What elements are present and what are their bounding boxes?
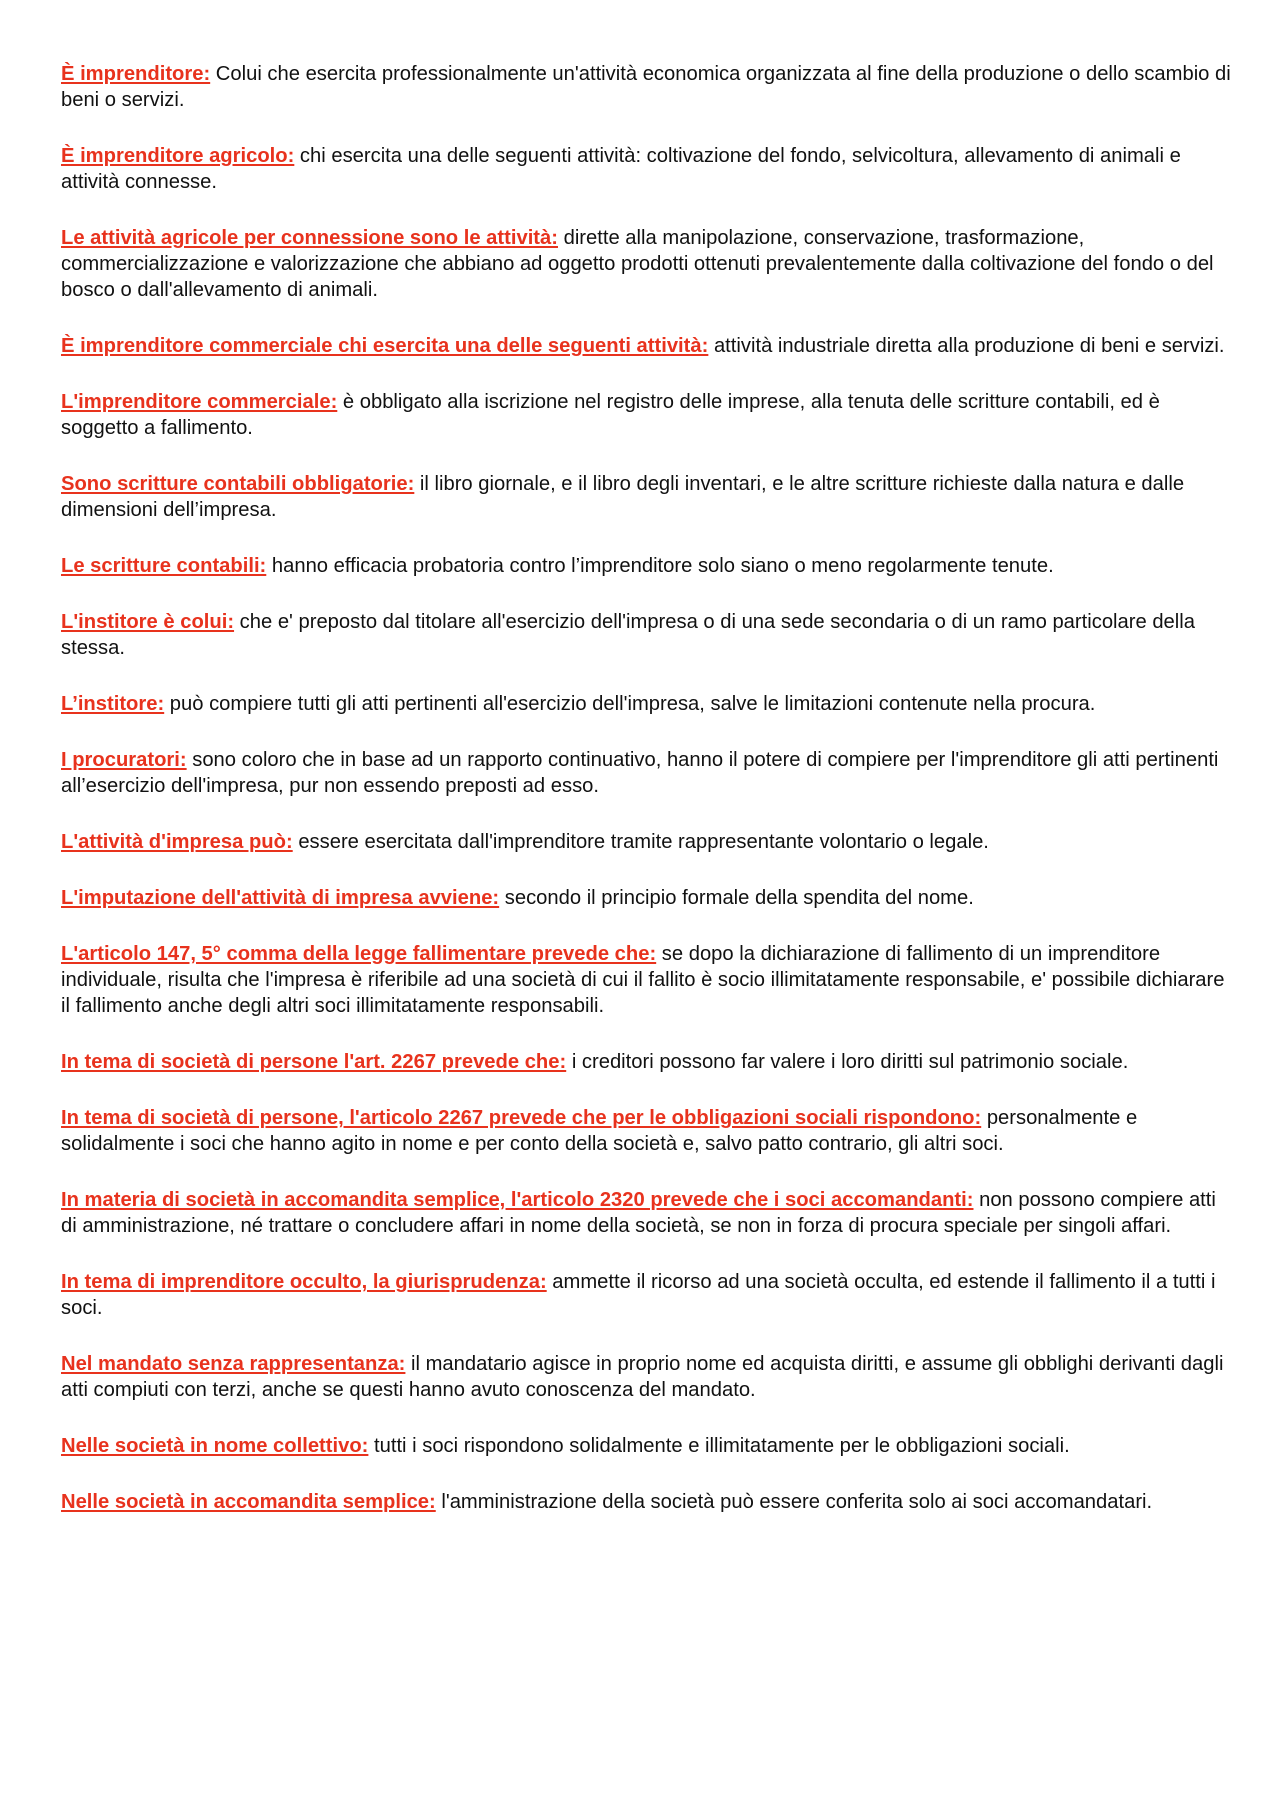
- definition: sono coloro che in base ad un rapporto continuativo, hanno il potere di compiere per l'imprenditore gli atti pertinenti all’esercizio dell'impresa, pur non essendo preposti ad esso.: [61, 749, 1219, 797]
- term: In tema di società di persone, l'articolo 2267 prevede che per le obbligazioni sociali rispondono:: [61, 1107, 982, 1129]
- definition: tutti i soci rispondono solidalmente e illimitatamente per le obbligazioni sociali.: [374, 1435, 1070, 1457]
- entry-imprenditore: [61, 61, 1231, 113]
- definition: è obbligato alla iscrizione nel registro delle imprese, alla tenuta delle scritture contabili, ed è soggetto a fallimento.: [61, 391, 1160, 439]
- definition: può compiere tutti gli atti pertinenti all'esercizio dell'impresa, salve le limitazioni contenute nella procura.: [169, 693, 1096, 715]
- entry-imprenditore-occulto: [61, 1269, 1231, 1321]
- entry-articolo-147: [61, 941, 1231, 1019]
- entry-procuratori: [61, 747, 1231, 799]
- entry-art-2267-obbligazioni: [61, 1105, 1231, 1157]
- term: Nelle società in accomandita semplice:: [61, 1491, 436, 1513]
- term: È imprenditore agricolo:: [61, 145, 295, 167]
- entry-scritture-contabili: [61, 553, 1231, 579]
- definition: secondo il principio formale della spendita del nome.: [504, 887, 974, 909]
- definition: attività industriale diretta alla produzione di beni e servizi.: [713, 335, 1225, 357]
- term: Le scritture contabili:: [61, 555, 267, 577]
- definition: i creditori possono far valere i loro diritti sul patrimonio sociale.: [571, 1051, 1129, 1073]
- entry-imputazione: [61, 885, 1231, 911]
- term: L'articolo 147, 5° comma della legge fallimentare prevede che:: [61, 943, 657, 965]
- term: Sono scritture contabili obbligatorie:: [61, 473, 415, 495]
- entry-institore: [61, 691, 1231, 717]
- entry-imprenditore-commerciale-attivita: [61, 333, 1231, 359]
- term: L'attività d'impresa può:: [61, 831, 293, 853]
- term: L'imputazione dell'attività di impresa avviene:: [61, 887, 500, 909]
- term: Le attività agricole per connessione sono le attività:: [61, 227, 558, 249]
- definition: il mandatario agisce in proprio nome ed acquista diritti, e assume gli obblighi derivanti dagli atti compiuti con terzi, anche se questi hanno avuto conoscenza del mandato.: [61, 1353, 1224, 1401]
- definition: non possono compiere atti di amministrazione, né trattare o concludere affari in nome della società, se non in forza di procura speciale per singoli affari.: [61, 1189, 1216, 1237]
- entry-scritture-obbligatorie: [61, 471, 1231, 523]
- definition: hanno efficacia probatoria contro l’imprenditore solo siano o meno regolarmente tenute.: [271, 555, 1054, 577]
- definition: ammette il ricorso ad una società occulta, ed estende il fallimento il a tutti i soci.: [61, 1271, 1216, 1319]
- term: L'institore è colui:: [61, 611, 235, 633]
- definition: l'amministrazione della società può essere conferita solo ai soci accomandatari.: [441, 1491, 1153, 1513]
- term: L'imprenditore commerciale:: [61, 391, 338, 413]
- entry-attivita-impresa: [61, 829, 1231, 855]
- definition: personalmente e solidalmente i soci che hanno agito in nome e per conto della società e, salvo patto contrario, gli altri soci.: [61, 1107, 1138, 1155]
- term: Nelle società in nome collettivo:: [61, 1435, 369, 1457]
- entry-accomandita-semplice: [61, 1489, 1231, 1515]
- definition: il libro giornale, e il libro degli inventari, e le altre scritture richieste dalla natura e dalle dimensioni dell’impresa.: [61, 473, 1185, 521]
- entry-art-2320: [61, 1187, 1231, 1239]
- definition: Colui che esercita professionalmente un'attività economica organizzata al fine della produzione o dello scambio di beni o servizi.: [61, 63, 1231, 111]
- entry-institore-colui: [61, 609, 1231, 661]
- entry-imprenditore-agricolo: [61, 143, 1231, 195]
- definition: essere esercitata dall'imprenditore tramite rappresentante volontario o legale.: [298, 831, 989, 853]
- term: I procuratori:: [61, 749, 187, 771]
- document-page: [61, 61, 1231, 1545]
- definition: dirette alla manipolazione, conservazione, trasformazione, commercializzazione e valorizzazione che abbiano ad oggetto prodotti ottenuti prevalentemente dalla coltivazione del fondo o del bosco o dall'allevamento di animali.: [61, 227, 1214, 301]
- term: In tema di imprenditore occulto, la giurisprudenza:: [61, 1271, 547, 1293]
- term: In tema di società di persone l'art. 2267 prevede che:: [61, 1051, 567, 1073]
- definition: che e' preposto dal titolare all'esercizio dell'impresa o di una sede secondaria o di un ramo particolare della stessa.: [61, 611, 1195, 659]
- entry-mandato: [61, 1351, 1231, 1403]
- term: È imprenditore:: [61, 63, 211, 85]
- term: In materia di società in accomandita semplice, l'articolo 2320 prevede che i soci accomandanti:: [61, 1189, 974, 1211]
- entry-nome-collettivo: [61, 1433, 1231, 1459]
- term: Nel mandato senza rappresentanza:: [61, 1353, 406, 1375]
- definition: se dopo la dichiarazione di fallimento di un imprenditore individuale, risulta che l'impresa è riferibile ad una società di cui il fallito è socio illimitatamente responsabile, e' possibile dichiarare il fallimento anche degli altri soci illimitatamente responsabili.: [61, 943, 1225, 1017]
- definition: chi esercita una delle seguenti attività: coltivazione del fondo, selvicoltura, allevamento di animali e attività connesse.: [61, 145, 1181, 193]
- entry-imprenditore-commerciale: [61, 389, 1231, 441]
- entry-art-2267-creditori: [61, 1049, 1231, 1075]
- term: L’institore:: [61, 693, 165, 715]
- entry-attivita-connessione: [61, 225, 1231, 303]
- term: È imprenditore commerciale chi esercita una delle seguenti attività:: [61, 335, 709, 357]
